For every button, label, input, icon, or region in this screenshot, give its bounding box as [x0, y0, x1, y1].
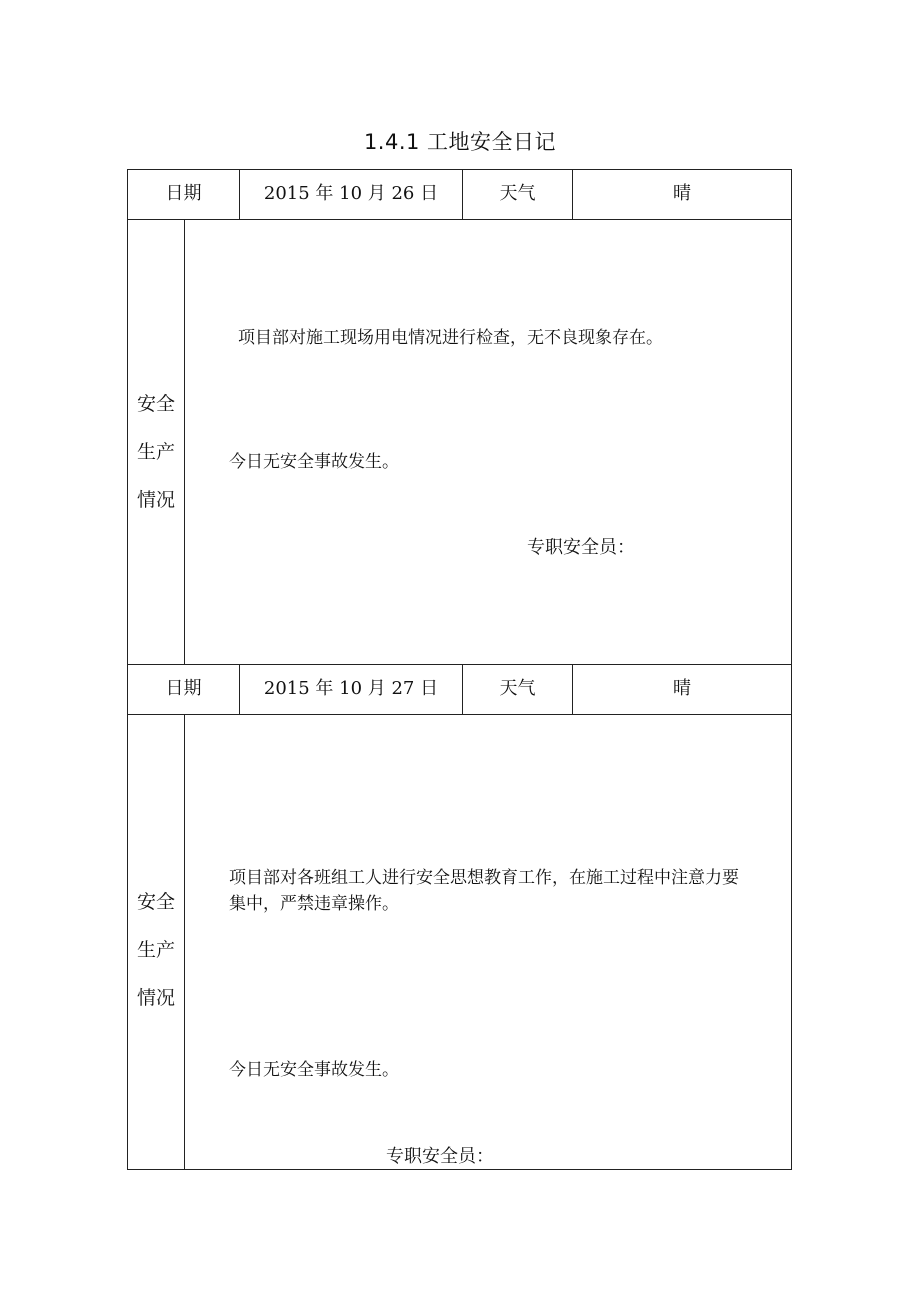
weather-label: 天气	[499, 183, 536, 204]
column-divider	[184, 714, 185, 1170]
section-label	[128, 878, 184, 1022]
signature-label: 专职安全员：	[386, 1146, 494, 1167]
row-divider	[127, 219, 792, 220]
row-divider	[127, 714, 792, 715]
section-label-line: 情况	[136, 987, 175, 1009]
safety-paragraph: 项目部对施工现场用电情况进行检查，无不良现象存在。	[238, 328, 663, 348]
weather-value: 晴	[673, 678, 691, 699]
safety-paragraph-line: 集中，严禁违章操作。	[229, 894, 399, 914]
section-label-line: 情况	[136, 489, 175, 511]
section-label-line: 生产	[136, 939, 175, 961]
no-accident-text: 今日无安全事故发生。	[229, 1060, 399, 1080]
section-label	[128, 380, 184, 524]
no-accident-text: 今日无安全事故发生。	[229, 452, 399, 472]
section-label-line: 生产	[136, 441, 175, 463]
column-divider	[184, 219, 185, 664]
date-value: 2015 年 10 月 27 日	[263, 678, 439, 699]
weather-label: 天气	[499, 678, 536, 699]
date-value: 2015 年 10 月 26 日	[263, 183, 439, 204]
safety-paragraph-line: 项目部对各班组工人进行安全思想教育工作，在施工过程中注意力要	[229, 868, 739, 888]
signature-label: 专职安全员：	[527, 537, 635, 558]
date-label: 日期	[165, 678, 202, 699]
weather-value: 晴	[673, 183, 691, 204]
section-label-line: 安全	[136, 891, 175, 913]
row-divider	[127, 664, 792, 665]
page-title: 1.4.1 工地安全日记	[363, 130, 557, 154]
section-label-line: 安全	[136, 393, 175, 415]
date-label: 日期	[165, 183, 202, 204]
safety-diary-table	[127, 169, 792, 1170]
